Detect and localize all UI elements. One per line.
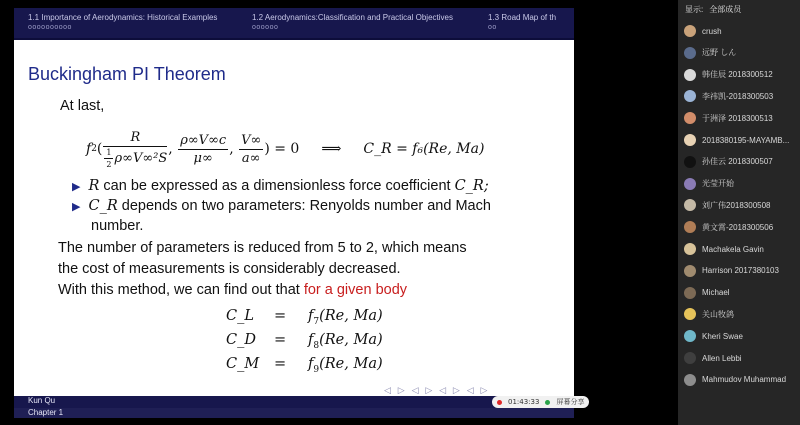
avatar	[684, 374, 696, 386]
slide-title: Buckingham PI Theorem	[28, 64, 226, 84]
equation-cl-lhs: C_L	[226, 308, 254, 324]
member-filter[interactable]: 全部成员	[709, 5, 742, 14]
bullet-triangle-icon: ▶	[72, 181, 81, 193]
avatar	[684, 25, 696, 37]
avatar	[684, 178, 696, 190]
participant-name: Mahmudov Muhammad	[702, 375, 787, 385]
participant-row[interactable]	[684, 328, 798, 344]
avatar	[684, 69, 696, 81]
participant-name: 远野 しん	[702, 48, 737, 58]
avatar	[684, 243, 696, 255]
nav-section-2-dots: oooooo	[252, 24, 279, 31]
equation-cd-lhs: C_D	[226, 332, 256, 348]
eq1-frac1-num: R	[103, 130, 167, 147]
participant-name: Allen Lebbi	[702, 353, 742, 363]
nav-section-2[interactable]	[252, 13, 453, 31]
nav-section-3-label: 1.3 Road Map of th	[488, 13, 557, 22]
nav-section-1[interactable]	[28, 13, 217, 31]
eq1-f: f	[86, 141, 92, 157]
paragraph-line-2: the cost of measurements is considerably decreased.	[58, 261, 401, 277]
equation-cm-args: (Re, Ma)	[319, 356, 383, 372]
avatar	[684, 221, 696, 233]
equation-cd-f: f	[308, 332, 314, 348]
avatar	[684, 47, 696, 59]
equation-f2: f 2 ( R $\frac{1}{2}$ ρ∞V∞²S , $\frac{\rho\infty V\infty c}{\mu\infty}$ , $\frac{V\infty}{a\infty}$ ) = 0 ⟹ C_R = f₆(Re, Ma)	[86, 129, 485, 169]
equation-cd-eq: =	[274, 332, 287, 348]
implies-arrow: ⟹	[321, 141, 342, 157]
bullet-1-text: can be expressed as a dimensionless force coefficient	[99, 178, 455, 194]
display-label: 显示:	[685, 5, 704, 14]
nav-section-3-dots: oo	[488, 24, 497, 31]
footer-author: Kun Qu	[28, 396, 56, 405]
footer-chapter: Chapter 1	[14, 408, 574, 418]
nav-section-1-dots: oooooooooo	[28, 24, 72, 31]
eq1-half-num: 1	[106, 147, 112, 157]
eq1-frac2-den: μ∞	[193, 150, 213, 166]
intro-text: At last,	[60, 98, 105, 114]
participant-name: 李祎凯-2018300503	[702, 91, 774, 101]
bullet-1	[72, 178, 489, 194]
highlighted-phrase: for a given body	[303, 282, 408, 298]
bullet-1-symbol-end: C_R;	[454, 178, 489, 194]
nav-section-1-label: 1.1 Importance of Aerodynamics: Historical Examples	[28, 13, 218, 22]
participant-row[interactable]	[684, 67, 798, 83]
participant-panel	[678, 0, 800, 425]
navbar-divider	[14, 38, 574, 40]
eq1-frac3-num: V∞	[241, 132, 262, 148]
participant-row[interactable]	[684, 241, 798, 257]
bullet-triangle-icon: ▶	[72, 201, 81, 213]
equation-cm-sub: 9	[313, 364, 320, 375]
slide	[14, 8, 585, 415]
bullet-2	[72, 198, 491, 214]
participant-name: 关山牧鸽	[702, 309, 734, 319]
participant-name: 刘广伟2018300508	[702, 200, 771, 210]
participant-row[interactable]	[684, 197, 798, 213]
nav-section-2-label: 1.2 Aerodynamics:Classification and Practical Objectives	[252, 13, 453, 22]
participant-row[interactable]	[684, 263, 798, 279]
participant-row[interactable]	[684, 154, 798, 170]
participant-row[interactable]	[684, 132, 798, 148]
avatar	[684, 90, 696, 102]
avatar	[684, 199, 696, 211]
screen-share-icon	[545, 400, 550, 405]
equation-cl-args: (Re, Ma)	[319, 308, 383, 324]
participant-name: 孙佳云 2018300507	[702, 157, 773, 167]
avatar	[684, 330, 696, 342]
paragraph-line-3-text: With this method, we can find out that	[58, 282, 304, 298]
participant-row[interactable]	[684, 350, 798, 366]
beamer-navigation-symbols[interactable]: ◁ ▷ ◁ ▷ ◁ ▷ ◁ ▷	[384, 386, 490, 396]
equation-cm-eq: =	[274, 356, 287, 372]
participant-row[interactable]	[684, 45, 798, 61]
equation-cm-f: f	[308, 356, 314, 372]
eq1-frac2	[178, 133, 228, 166]
avatar	[684, 134, 696, 146]
eq1-frac1	[103, 130, 167, 169]
equation-cl-f: f	[308, 308, 314, 324]
eq1-frac1-den: ρ∞V∞²S	[114, 150, 168, 166]
participant-name: Kheri Swae	[702, 331, 743, 341]
eq1-half	[104, 148, 113, 169]
equation-cl-sub: 7	[313, 316, 320, 327]
eq1-frac3	[239, 133, 263, 166]
recording-indicator[interactable]	[492, 396, 589, 408]
paragraph-line-1: The number of parameters is reduced from 5 to 2, which means	[58, 240, 467, 256]
nav-section-3[interactable]	[488, 13, 556, 31]
equation-cd-args: (Re, Ma)	[319, 332, 383, 348]
avatar	[684, 352, 696, 364]
record-icon	[497, 400, 502, 405]
participant-row[interactable]	[684, 176, 798, 192]
participant-row[interactable]	[684, 23, 798, 39]
recording-time: 01:43:33	[508, 398, 540, 406]
eq1-half-den: 2	[106, 159, 112, 169]
eq1-equals-zero: ) = 0	[264, 141, 300, 157]
participant-name: 光莹开始	[702, 179, 734, 189]
participant-name: 2018380195-MAYAMB...	[702, 135, 790, 145]
eq1-f-sub: 2	[91, 144, 97, 154]
beamer-navbar	[14, 8, 574, 38]
participant-row[interactable]	[684, 285, 798, 301]
paragraph-line-3	[58, 282, 407, 298]
participant-name: 黄文霄-2018300506	[702, 222, 774, 232]
avatar	[684, 287, 696, 299]
eq1-frac2-num: ρ∞V∞c	[180, 132, 227, 148]
eq1-frac3-den: a∞	[241, 150, 261, 166]
participant-panel-header	[685, 4, 741, 15]
bullet-2-symbol: C_R	[88, 198, 118, 214]
bullet-2-text: depends on two parameters: Renyolds number and Mach	[117, 198, 491, 214]
participant-name: crush	[702, 26, 722, 36]
equation-cm-lhs: C_M	[226, 356, 260, 372]
equation-cd-sub: 8	[313, 340, 320, 351]
screen-share-label: 屏幕分享	[556, 398, 585, 406]
participant-name: 于洲泽 2018300513	[702, 113, 773, 123]
participant-name: Harrison 2017380103	[702, 266, 779, 276]
participant-row[interactable]	[684, 306, 798, 322]
bullet-1-symbol: R	[88, 178, 100, 194]
participant-row[interactable]	[684, 110, 798, 126]
participant-row[interactable]	[684, 219, 798, 235]
equation-cl-eq: =	[274, 308, 287, 324]
avatar	[684, 156, 696, 168]
participant-name: Michael	[702, 288, 730, 298]
avatar	[684, 308, 696, 320]
avatar	[684, 112, 696, 124]
eq1-result: C_R = f₆(Re, Ma)	[363, 141, 485, 157]
participant-row[interactable]	[684, 88, 798, 104]
participant-name: Machakela Gavin	[702, 244, 764, 254]
participant-row[interactable]	[684, 372, 798, 388]
avatar	[684, 265, 696, 277]
participant-name: 韩佳辰 2018300512	[702, 70, 773, 80]
bullet-2-continued: number.	[91, 218, 144, 234]
